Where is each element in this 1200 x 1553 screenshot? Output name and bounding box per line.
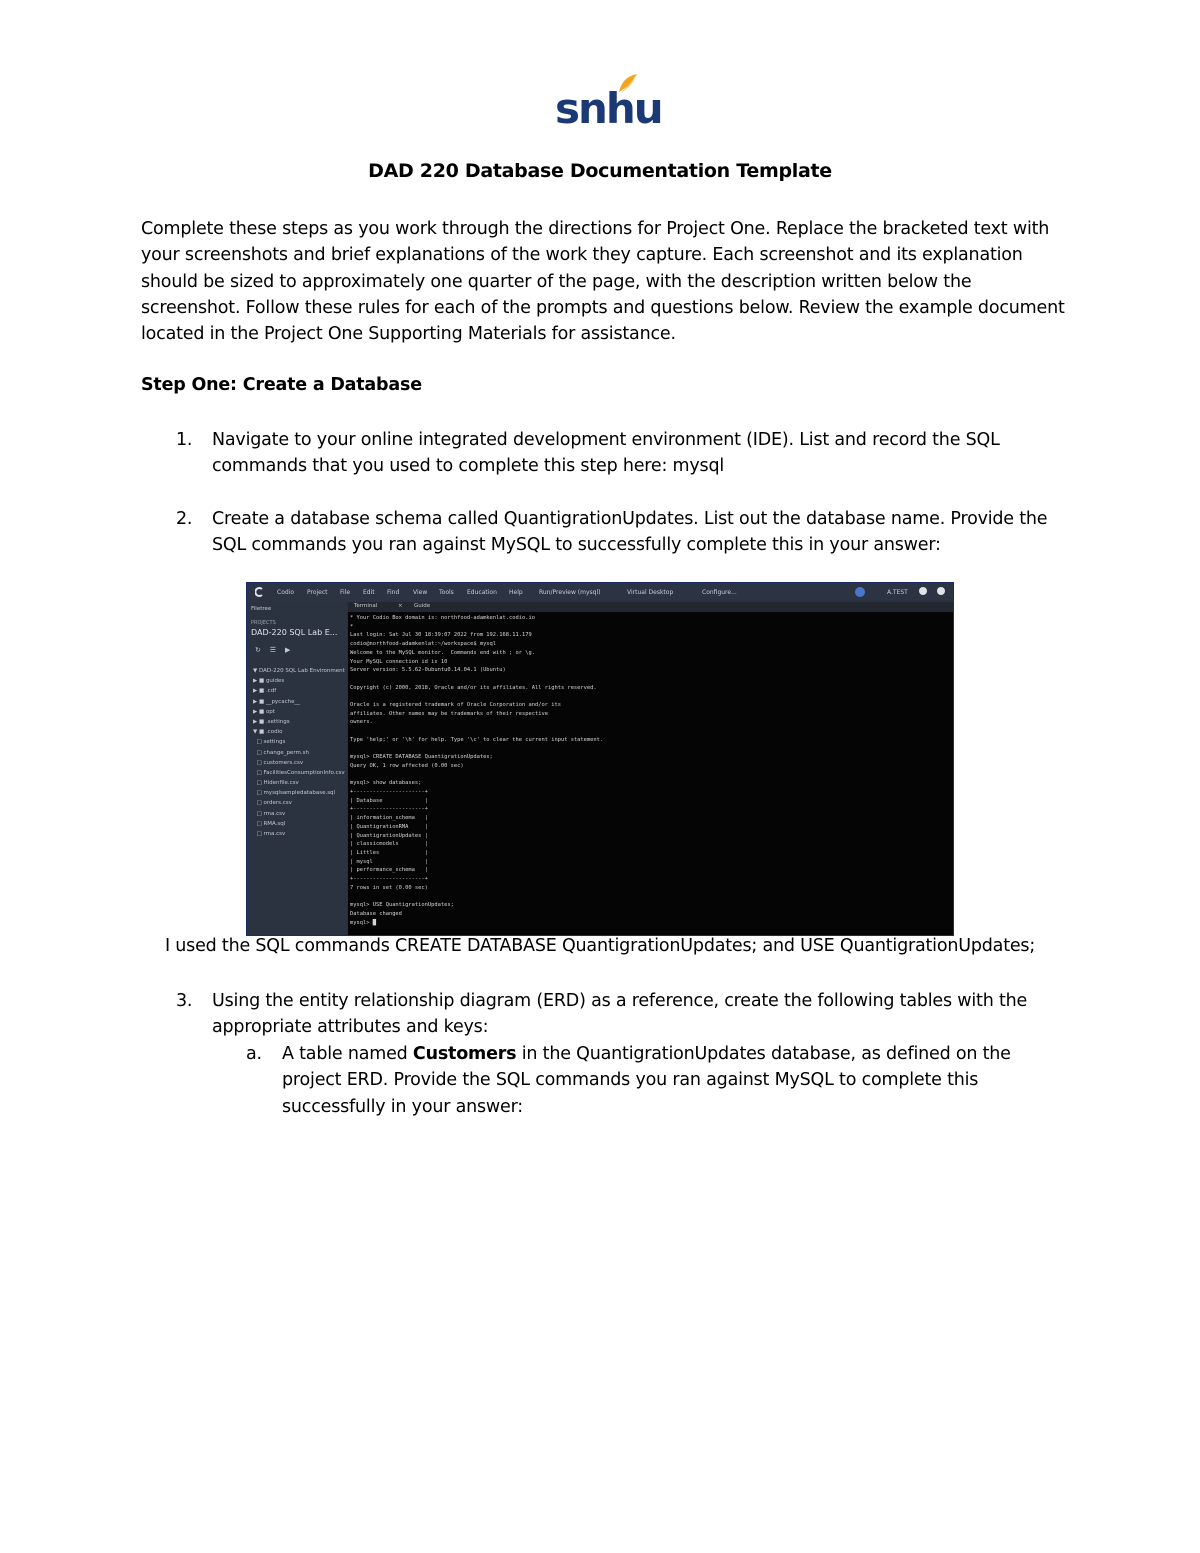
terminal-line: | QuantigrationRMA | <box>350 823 428 830</box>
snhu-logo <box>555 72 662 134</box>
tree-item[interactable]: □ change_perm.sh <box>253 749 309 756</box>
filetree-header: Filetree <box>251 606 272 612</box>
terminal-line: Oracle is a registered trademark of Oracle Corporation and/or its <box>350 702 561 709</box>
file-tree-panel <box>247 602 347 935</box>
terminal-line: mysql> USE QuantigrationUpdates; <box>350 902 454 909</box>
sub-number: a. <box>246 1044 262 1064</box>
tree-item[interactable]: ▶ ■ guides <box>253 678 285 685</box>
terminal-panel[interactable] <box>348 602 953 935</box>
menu-item-configure[interactable]: Configure... <box>702 589 737 596</box>
terminal-line: +----------------------+ <box>350 806 428 813</box>
project-name[interactable]: DAD-220 SQL Lab E... <box>251 628 338 637</box>
play-icon[interactable]: ▶ <box>284 646 291 654</box>
tab-guide[interactable]: Guide <box>414 603 431 609</box>
terminal-line: | information_schema | <box>350 815 428 822</box>
terminal-line: | Database | <box>350 797 428 804</box>
terminal-line: 7 rows in set (0.00 sec) <box>350 884 428 891</box>
refresh-icon[interactable]: ↻ <box>255 646 261 654</box>
menu-item[interactable]: Codio <box>277 589 295 596</box>
tree-item[interactable]: □ Hidenfile.csv <box>253 780 299 787</box>
terminal-line <box>350 745 950 754</box>
tree-item[interactable]: □ rma.csv <box>253 810 286 817</box>
terminal-line: Your MySQL connection id is 10 <box>350 658 448 665</box>
terminal-line: mysql> show databases; <box>350 780 422 787</box>
power-icon[interactable] <box>937 587 945 595</box>
menu-item[interactable]: File <box>340 589 351 596</box>
tree-item[interactable]: ▼ DAD-220 SQL Lab Environment <box>253 668 345 674</box>
tree-item[interactable]: □ customers.csv <box>253 759 304 766</box>
terminal-line: codio@northfood-adamkenlat:~/workspace$ mysql <box>350 641 497 648</box>
terminal-line: Copyright (c) 2000, 2018, Oracle and/or its affiliates. All rights reserved. <box>350 684 597 691</box>
menu-item[interactable]: View <box>413 589 428 596</box>
terminal-output <box>350 614 950 927</box>
tree-item[interactable]: ▶ ■ __pycache__ <box>253 698 300 705</box>
tree-item[interactable]: □ rma.csv <box>253 831 286 837</box>
terminal-line: Database changed <box>350 910 402 917</box>
terminal-line: | mysql | <box>350 858 428 865</box>
terminal-line: Type 'help;' or '\h' for help. Type '\c' to clear the current input statement. <box>350 736 604 743</box>
customers-term: Customers <box>412 1044 517 1064</box>
menu-item-virtual-desktop[interactable]: Virtual Desktop <box>627 589 674 596</box>
terminal-line: mysql> █ <box>350 919 376 926</box>
close-icon[interactable]: × <box>398 603 403 609</box>
list-number: 1. <box>176 430 193 450</box>
ide-screenshot <box>246 582 954 936</box>
tree-item[interactable]: ▶ ■ opt <box>253 708 275 715</box>
menu-item[interactable]: Find <box>387 589 400 596</box>
leaf-icon <box>617 72 639 94</box>
screenshot-caption: I used the SQL commands CREATE DATABASE QuantigrationUpdates; and USE QuantigrationUpdates; <box>164 936 1036 956</box>
intro-paragraph: Complete these steps as you work through the directions for Project One. Replace the bracketed text with your screenshots and brief explanations of the work they capture. Each screenshot and its explanation should be sized to approximately one quarter of the page, with the description written below the screenshot. Follow these rules for each of the prompts and questions below. Review the example document located in the Project One Supporting Materials for assistance. <box>141 219 1065 345</box>
menu-item[interactable]: Education <box>467 589 497 596</box>
terminal-line: affiliates. Other names may be trademarks of their respective <box>350 710 548 717</box>
terminal-line: | QuantigrationUpdates | <box>350 832 428 839</box>
menu-item[interactable]: Help <box>509 589 523 596</box>
list-text: Navigate to your online integrated development environment (IDE). List and record the SQL commands that you used to complete this step here: mysql <box>212 430 1000 477</box>
list-text: Create a database schema called QuantigrationUpdates. List out the database name. Provide the SQL commands you ran against MySQL to successfully complete this in your answer: <box>212 509 1048 556</box>
list-number: 3. <box>176 991 193 1011</box>
terminal-line: +----------------------+ <box>350 876 428 883</box>
projects-label: PROJECTS <box>251 620 276 626</box>
terminal-line: Welcome to the MySQL monitor. Commands end with ; or \g. <box>350 649 535 656</box>
list-number: 2. <box>176 509 193 529</box>
menu-item[interactable]: Project <box>307 589 328 596</box>
logo-wordmark: snhu <box>555 84 662 133</box>
tree-item[interactable]: ▶ ■ .cdf <box>253 688 277 695</box>
terminal-line: mysql> CREATE DATABASE QuantigrationUpdates; <box>350 754 493 761</box>
settings-icon[interactable] <box>919 587 927 595</box>
terminal-line <box>350 893 950 902</box>
terminal-line <box>350 771 950 780</box>
tab-terminal[interactable]: Terminal <box>354 603 378 609</box>
menu-item[interactable]: Tools <box>439 589 454 596</box>
sub-text: A table named Customers in the QuantigrationUpdates database, as defined on the project ERD. Provide the SQL commands you ran against MySQL to complete this successfully in your answer: <box>282 1044 1011 1117</box>
tree-item[interactable]: □ FacilitiesConsumptionInfo.csv <box>253 769 345 776</box>
terminal-line <box>350 692 950 701</box>
terminal-line: | Littles | <box>350 849 428 856</box>
tree-toolbar <box>255 646 290 654</box>
terminal-line: Last login: Sat Jul 30 18:39:07 2022 from 192.168.11.179 <box>350 632 532 639</box>
menu-item-run[interactable]: Run/Preview (mysql) <box>539 589 601 596</box>
tree-item[interactable]: □ settings <box>253 739 286 746</box>
tree-item[interactable]: ▼ ■ .codio <box>253 729 283 736</box>
terminal-tabs <box>348 602 953 612</box>
tree-item[interactable]: □ mysqlsampledatabase.sql <box>253 790 336 797</box>
user-name: A.TEST <box>887 589 908 596</box>
terminal-line: Query OK, 1 row affected (0.00 sec) <box>350 762 464 769</box>
list-text: Using the entity relationship diagram (ERD) as a reference, create the following tables with the appropriate attributes and keys: <box>212 991 1028 1038</box>
document-title: DAD 220 Database Documentation Template <box>368 160 832 182</box>
collapse-icon[interactable]: ☰ <box>269 646 277 654</box>
terminal-line: +----------------------+ <box>350 789 428 796</box>
menu-item[interactable]: Edit <box>363 589 375 596</box>
terminal-line: | performance_schema | <box>350 867 428 874</box>
terminal-line: * <box>350 623 354 630</box>
terminal-line <box>350 727 950 736</box>
terminal-line <box>350 675 950 684</box>
codio-logo-icon <box>255 587 265 597</box>
terminal-line: | classicmodels | <box>350 841 428 848</box>
tree-item[interactable]: □ RMA.sql <box>253 820 286 827</box>
terminal-line: owners. <box>350 719 373 726</box>
tree-item[interactable]: ▶ ■ .settings <box>253 718 290 725</box>
file-tree <box>253 666 345 839</box>
terminal-line: Server version: 5.5.62-0ubuntu0.14.04.1 (Ubuntu) <box>350 667 506 674</box>
status-icon[interactable] <box>855 587 865 597</box>
tree-item[interactable]: □ orders.csv <box>253 800 292 807</box>
terminal-line: * Your Codio Box domain is: northfood-adamkenlat.codio.io <box>350 615 535 621</box>
step-one-heading: Step One: Create a Database <box>141 375 422 395</box>
ide-menubar <box>247 583 953 602</box>
